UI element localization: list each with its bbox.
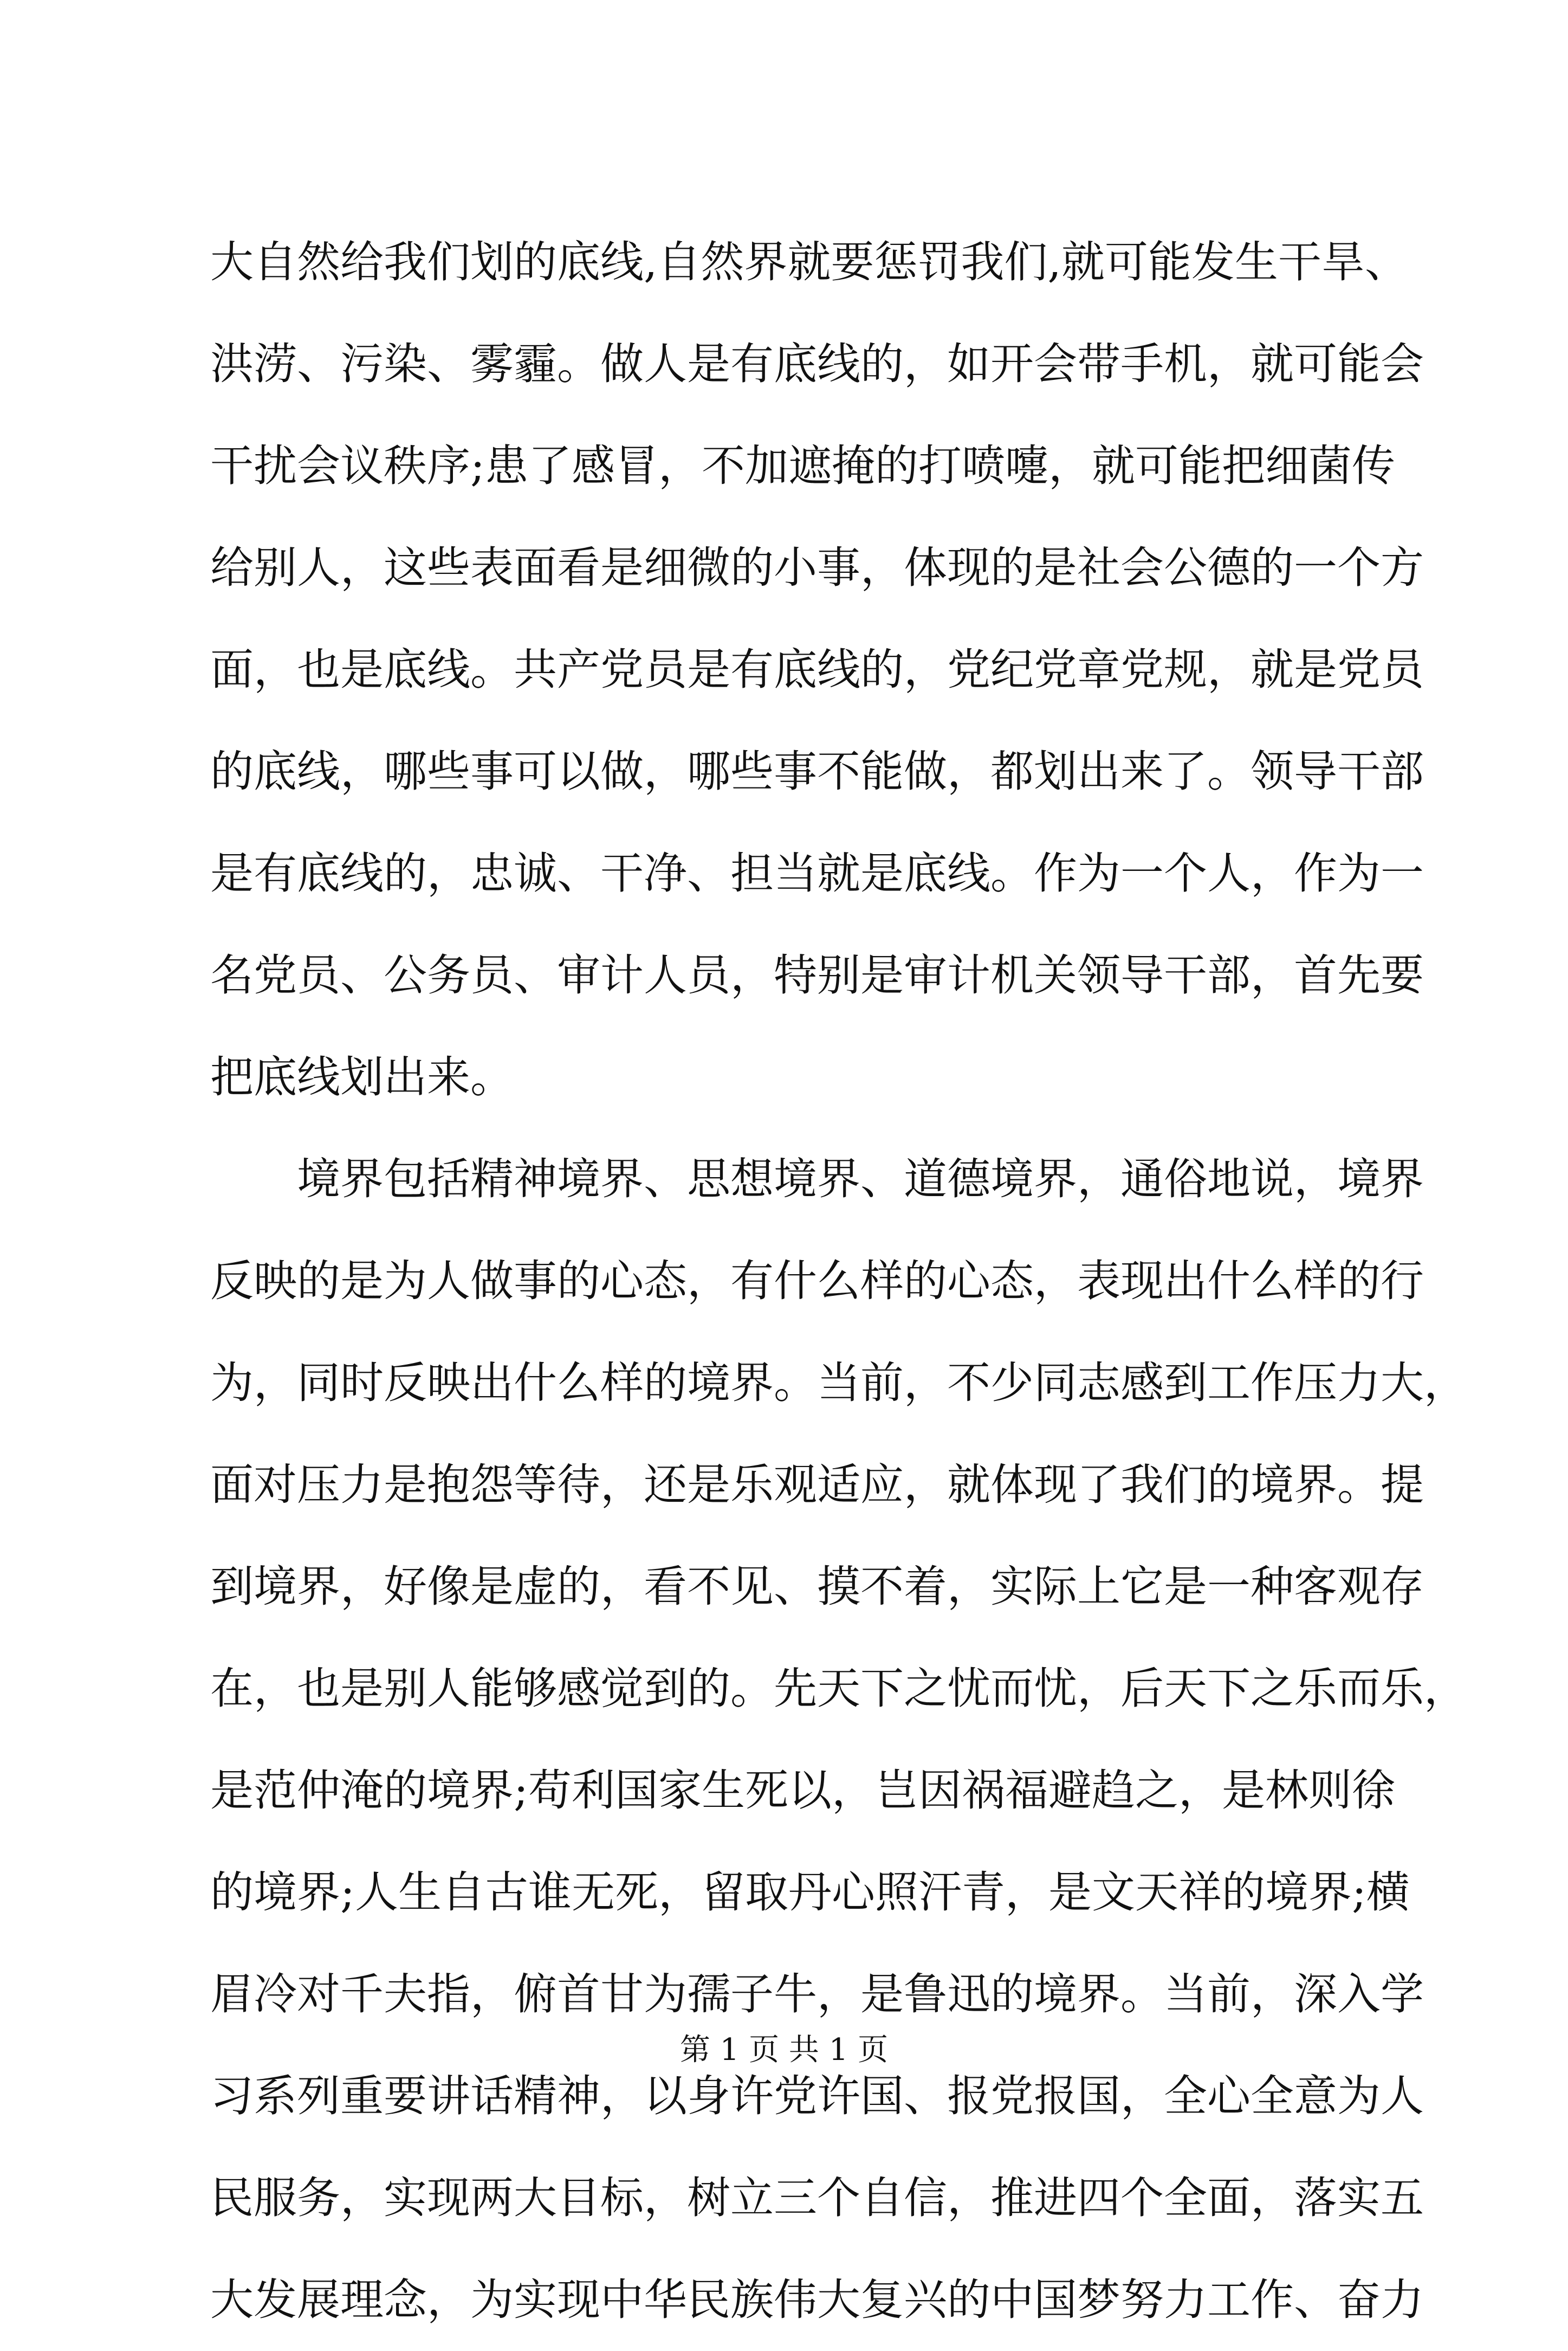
- text-line: 洪涝、污染、雾霾。做人是有底线的，如开会带手机，就可能会: [210, 339, 1424, 389]
- text-line: 民服务，实现两大目标，树立三个自信，推进四个全面，落实五: [210, 2173, 1424, 2223]
- text-line: 的境界;人生自古谁无死，留取丹心照汗青，是文天祥的境界;横: [210, 1867, 1410, 1917]
- text-line: 名党员、公务员、审计人员，特别是审计机关领导干部，首先要: [210, 950, 1424, 1000]
- text-line: 境界包括精神境界、思想境界、道德境界，通俗地说，境界: [297, 1154, 1424, 1204]
- text-line: 反映的是为人做事的心态，有什么样的心态，表现出什么样的行: [210, 1256, 1424, 1306]
- text-line: 把底线划出来。: [210, 1052, 514, 1102]
- text-line: 是有底线的，忠诚、干净、担当就是底线。作为一个人，作为一: [210, 848, 1424, 899]
- text-line: 的底线，哪些事可以做，哪些事不能做，都划出来了。领导干部: [210, 746, 1424, 797]
- text-line: 是范仲淹的境界;苟利国家生死以，岂因祸福避趋之，是林则徐: [210, 1765, 1395, 1816]
- page-number-footer: 第 1 页 共 1 页: [679, 2032, 889, 2068]
- text-line: 干扰会议秩序;患了感冒，不加遮掩的打喷嚏，就可能把细菌传: [210, 441, 1395, 491]
- text-line: 在，也是别人能够感觉到的。先天下之忧而忧，后天下之乐而乐，: [210, 1663, 1467, 1714]
- text-line: 眉冷对千夫指，俯首甘为孺子牛，是鲁迅的境界。当前，深入学: [210, 1969, 1424, 2019]
- text-line: 给别人，这些表面看是细微的小事，体现的是社会公德的一个方: [210, 542, 1424, 593]
- text-line: 大自然给我们划的底线,自然界就要惩罚我们,就可能发生干旱、: [210, 237, 1408, 287]
- text-line: 为，同时反映出什么样的境界。当前，不少同志感到工作压力大，: [210, 1358, 1467, 1408]
- text-line: 面，也是底线。共产党员是有底线的，党纪党章党规，就是党员: [210, 644, 1424, 695]
- text-line: 到境界，好像是虚的，看不见、摸不着，实际上它是一种客观存: [210, 1561, 1424, 1612]
- text-line: 习系列重要讲话精神，以身许党许国、报党报国，全心全意为人: [210, 2071, 1424, 2121]
- text-line: 面对压力是抱怨等待，还是乐观适应，就体现了我们的境界。提: [210, 1459, 1424, 1510]
- text-line: 大发展理念，为实现中华民族伟大复兴的中国梦努力工作、奋力: [210, 2275, 1424, 2325]
